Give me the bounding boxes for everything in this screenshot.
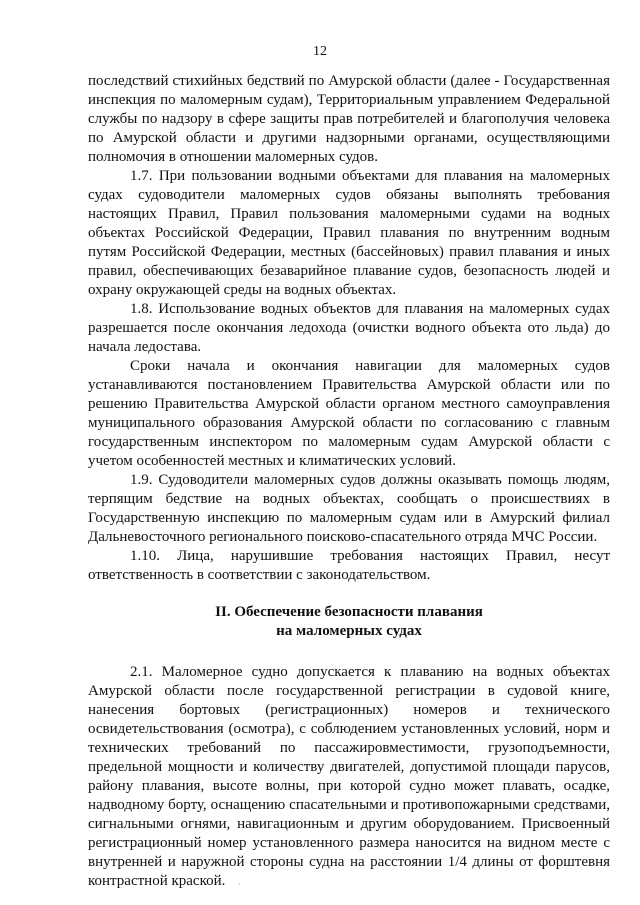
section-heading-line-1: II. Обеспечение безопасности плавания — [215, 604, 483, 620]
page-number: 12 — [313, 44, 327, 59]
document-body — [88, 72, 610, 891]
paragraph-1-7: 1.7. При пользовании водными объектами для плавания на маломерных судах судоводители маломерных судов обязаны выполнять требования настоящих Правил, Правил пользования маломерными судами на водных объектах Российской Федерации, Правил плавания по внутренним водным путям Российской Федерации, местных (бассейновых) правил плавания и иных правил, обеспечивающих безаварийное плавание судов, безопасность людей и охрану окружающей среды на водных объектах. — [88, 168, 610, 298]
section-heading-line-2: на маломерных судах — [276, 623, 422, 639]
section-heading — [88, 603, 610, 641]
paragraph-2-1: 2.1. Маломерное судно допускается к плаванию на водных объектах Амурской области после государственной регистрации в судовой книге, нанесения бортовых (регистрационных) номеров и технического освидетельствования (осмотра), с соблюдением установленных условий, норм и технических требований по пассажировместимости, грузоподъемности, предельной мощности и количеству двигателей, допустимой площади парусов, району плавания, высоте волны, при которой судно может плавать, осадке, надводному борту, оснащению спасательными и противопожарными средствами, сигнальными огнями, навигационным и другим оборудованием. Присвоенный регистрационный номер установленного размера наносится на видном месте с внутренней и наружной стороны судна на расстоянии 1/4 длины от форштевня контрастной краской. — [88, 664, 610, 889]
paragraph-1-8: 1.8. Использование водных объектов для плавания на маломерных судах разрешается после окончания ледохода (очистки водного объекта ото льда) до начала ледостава. — [88, 301, 610, 355]
paragraph-navigation-dates: Сроки начала и окончания навигации для маломерных судов устанавливаются постановлением Правительства Амурской области или по решению Правительства Амурской области органом местного самоуправления муниципального образования Амурской области по согласованию с главным государственным инспектором по маломерным судам Амурской области с учетом особенностей местных и климатических условий. — [88, 358, 610, 469]
paragraph-1-10: 1.10. Лица, нарушившие требования настоящих Правил, несут ответственность в соответствии с законодательством. — [88, 548, 610, 583]
paragraph-continuation: последствий стихийных бедствий по Амурской области (далее - Государственная инспекция по маломерным судам), Территориальным управлением Федеральной службы по надзору в сфере защиты прав потребителей и благополучия человека по Амурской области и другими надзорными органами, осуществляющими полномочия в отношении маломерных судов. — [88, 73, 610, 165]
paragraph-1-9: 1.9. Судоводители маломерных судов должны оказывать помощь людям, терпящим бедствие на водных объектах, сообщать о происшествиях в Государственную инспекцию по маломерным судам или в Амурский филиал Дальневосточного регионального поисково-спасательного отряда МЧС России. — [88, 472, 610, 545]
scan-artifact-mark: · — [238, 880, 241, 889]
